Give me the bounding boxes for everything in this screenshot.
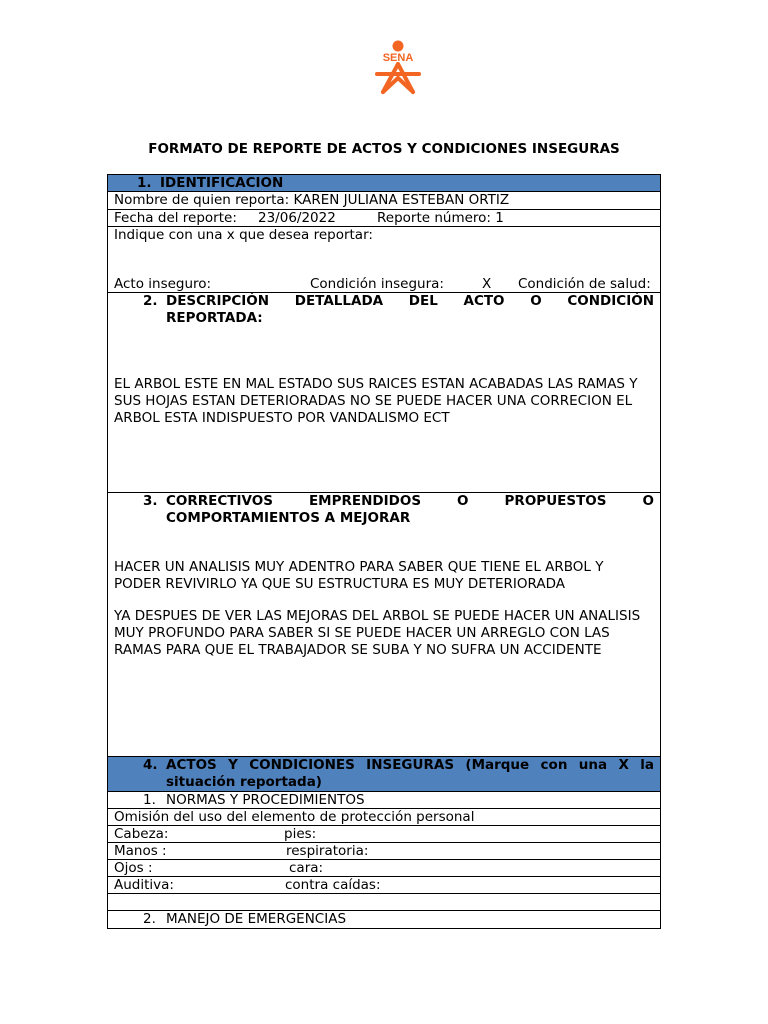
subsection-number: 2. [143,911,156,927]
report-number: Reporte número: 1 [377,210,504,226]
condicion-salud-label: Condición de salud: [518,276,651,292]
section-descripcion [107,293,661,493]
acto-inseguro-label: Acto inseguro: [114,276,212,292]
correctivo-paragraph-2: YA DESPUES DE VER LAS MEJORAS DEL ARBOL SE PUEDE HACER UN ANALISIS MUY PROFUNDO PARA SABER SI SE PUEDE HACER UN ARREGLO CON LAS RAMAS PARA QUE EL TRABAJADOR SE SUBA Y NO SUFRA UN ACCIDENTE [114,608,641,658]
report-form [107,174,661,929]
section-heading-line1: CORRECTIVOS EMPRENDIDOS O PROPUESTOS O [166,493,654,509]
document-title: FORMATO DE REPORTE DE ACTOS Y CONDICIONES INSEGURAS [148,141,620,157]
epp-row [107,860,661,877]
epp-right-label: contra caídas: [285,877,381,893]
section-heading-line1: DESCRIPCIÓN DETALLADA DEL ACTO O CONDICIÓN [166,293,654,309]
epp-left-label: Cabeza: [114,826,169,842]
description-text: EL ARBOL ESTE EN MAL ESTADO SUS RAICES ESTAN ACABADAS LAS RAMAS Y SUS HOJAS ESTAN DETERIORADAS NO SE PUEDE HACER UNA CORRECION EL ARBOL ESTA INDISPUESTO POR VANDALISMO ECT [114,376,638,426]
subsection-label: NORMAS Y PROCEDIMIENTOS [166,792,365,808]
epp-right-label: respiratoria: [286,843,369,859]
section-heading-line2: REPORTADA: [166,310,263,326]
section-correctivos-header [114,493,654,510]
epp-left-label: Manos : [114,843,167,859]
epp-left-label: Ojos : [114,860,153,876]
section-number: 3. [143,493,158,509]
omision-row [107,809,661,826]
section-number: 4. [143,757,158,773]
report-type-row [107,227,661,293]
date-row [107,210,661,227]
epp-right-label: cara: [289,860,324,876]
date-value: 23/06/2022 [258,210,336,226]
condicion-insegura-mark: X [482,276,492,292]
section-heading-line2: COMPORTAMIENTOS A MEJORAR [166,510,411,526]
section-actos-heading [114,757,654,774]
reporter-name: Nombre de quien reporta: KAREN JULIANA ESTEBAN ORTIZ [114,192,510,208]
section-actos-condiciones-header [107,757,661,792]
normas-row [107,792,661,809]
emergencias-row [107,911,661,929]
section-descripcion-header [114,293,654,310]
subsection-number: 1. [143,792,156,808]
subsection-label: MANEJO DE EMERGENCIAS [166,911,347,927]
section-number: 1. [137,175,152,191]
section-correctivos [107,493,661,757]
section-heading-line2: situación reportada) [166,774,322,790]
sena-logo-text: SENA [382,52,414,64]
section-number: 2. [143,293,158,309]
epp-left-label: Auditiva: [114,877,174,893]
condicion-insegura-label: Condición insegura: [310,276,444,292]
epp-right-label: pies: [284,826,317,842]
epp-row [107,877,661,894]
epp-row [107,843,661,860]
empty-row [107,894,661,911]
indicate-label: Indique con una x que desea reportar: [114,227,373,243]
reporter-row [107,192,661,210]
correctivo-paragraph-1: HACER UN ANALISIS MUY ADENTRO PARA SABER QUE TIENE EL ARBOL Y PODER REVIVIRLO YA QUE SU ESTRUCTURA ES MUY DETERIORADA [114,559,604,592]
section-heading: IDENTIFICACION [160,175,284,191]
date-label: Fecha del reporte: [114,210,237,226]
omision-label: Omisión del uso del elemento de protección personal [114,809,475,825]
epp-row [107,826,661,843]
sena-logo [369,38,427,96]
section-heading-line1: ACTOS Y CONDICIONES INSEGURAS (Marque con una X la [166,757,654,773]
section-identificacion-header [107,174,661,192]
